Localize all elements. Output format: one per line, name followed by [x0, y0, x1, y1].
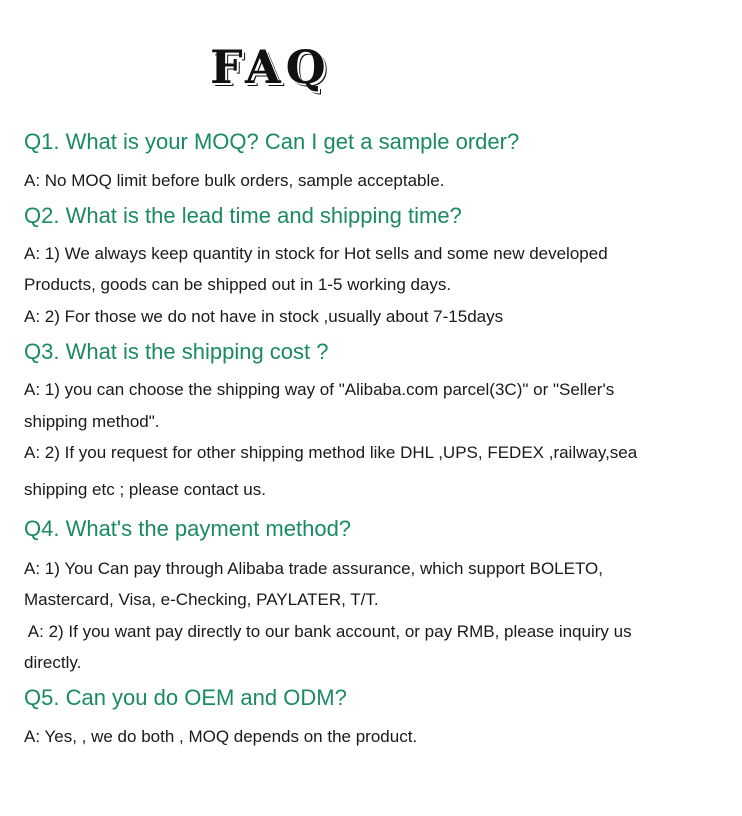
answer-4-line-4: directly. [24, 653, 82, 672]
question-1: Q1. What is your MOQ? Can I get a sample order? [24, 129, 520, 154]
answer-2-line-1: A: 1) We always keep quantity in stock for Hot sells and some new developed [24, 244, 608, 263]
answer-2-line-3: A: 2) For those we do not have in stock ,usually about 7-15days [24, 307, 504, 326]
answer-3-line-1: A: 1) you can choose the shipping way of "Alibaba.com parcel(3C)" or "Seller's [24, 380, 615, 399]
answer-3-line-4: shipping etc ; please contact us. [24, 480, 266, 499]
answer-4-line-1: A: 1) You Can pay through Alibaba trade assurance, which support BOLETO, [24, 559, 603, 578]
answer-4-line-2: Mastercard, Visa, e-Checking, PAYLATER, T/T. [24, 590, 379, 609]
answer-3-line-2: shipping method". [24, 412, 160, 431]
answer-3-line-3: A: 2) If you request for other shipping method like DHL ,UPS, FEDEX ,railway,sea [24, 443, 638, 462]
answer-4-line-3: A: 2) If you want pay directly to our bank account, or pay RMB, please inquiry us [24, 622, 632, 641]
answer-2-line-2: Products, goods can be shipped out in 1-5 working days. [24, 275, 452, 294]
question-5: Q5. Can you do OEM and ODM? [24, 685, 347, 710]
question-3: Q3. What is the shipping cost ? [24, 339, 329, 364]
answer-5-line-1: A: Yes, , we do both , MOQ depends on the product. [24, 727, 418, 746]
question-4: Q4. What's the payment method? [24, 516, 352, 541]
answer-1-line-1: A: No MOQ limit before bulk orders, sample acceptable. [24, 171, 445, 190]
faq-title: FAQ [210, 40, 331, 94]
question-2: Q2. What is the lead time and shipping time? [24, 203, 462, 228]
